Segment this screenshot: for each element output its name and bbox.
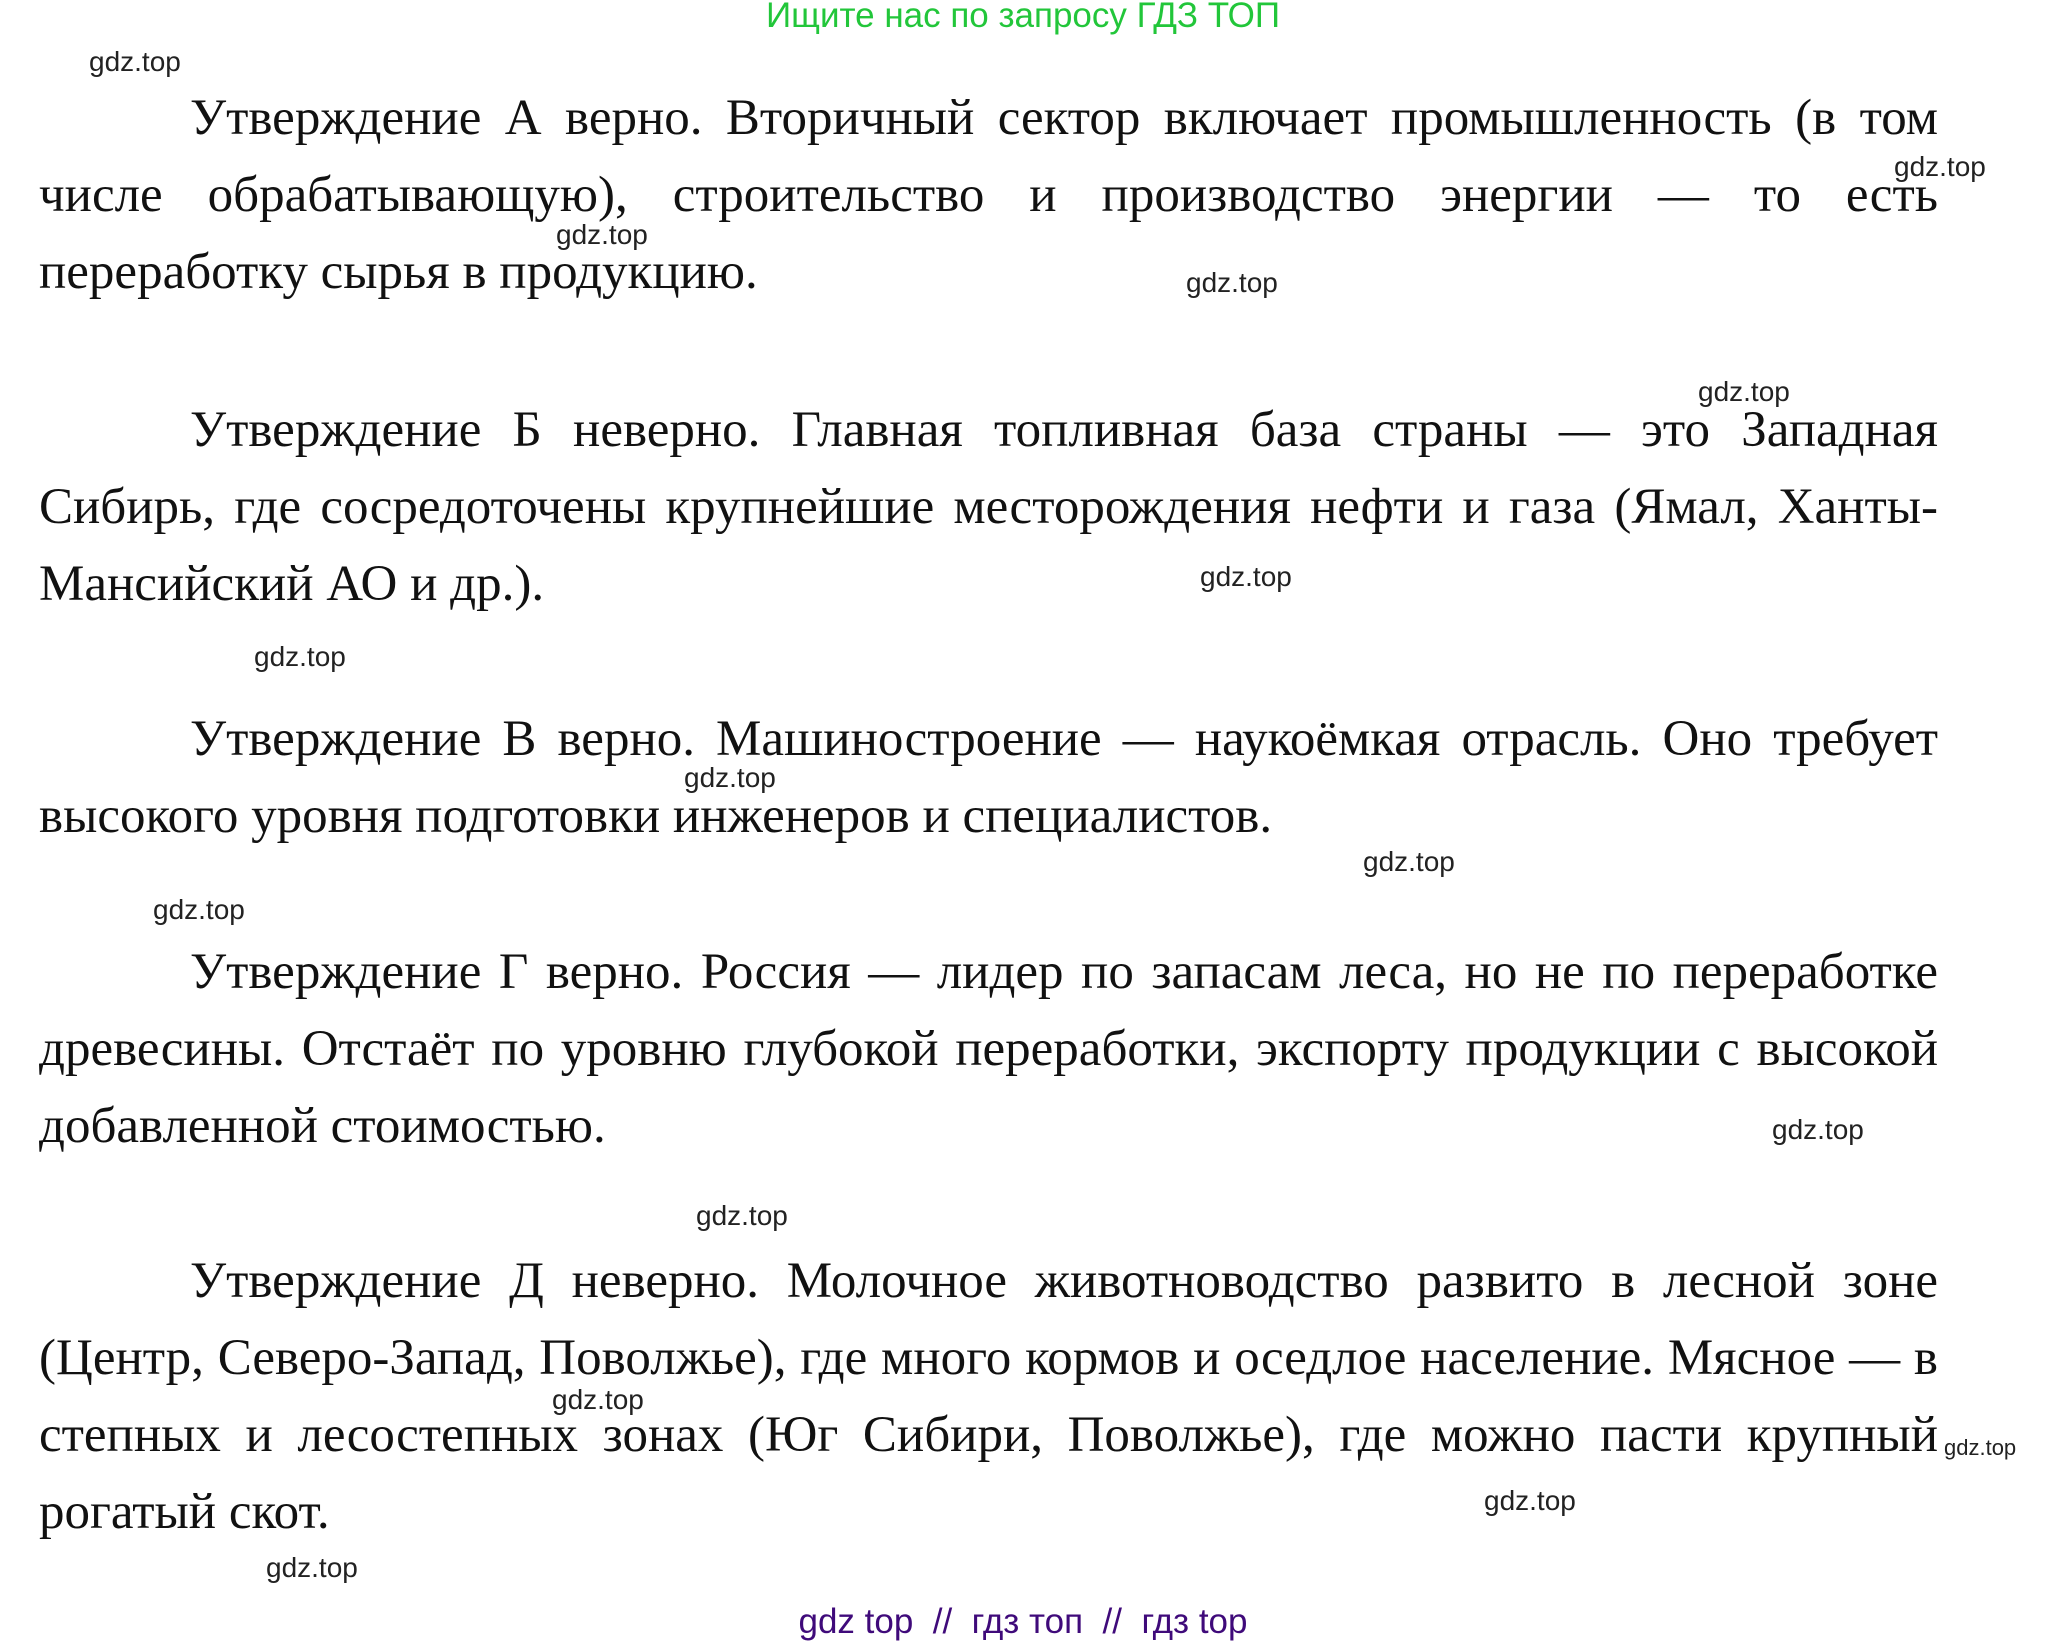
watermark: gdz.top	[1698, 376, 1790, 407]
watermark: gdz.top	[552, 1384, 644, 1415]
watermark: gdz.top	[1484, 1485, 1576, 1516]
paragraph-statement-a: Утверждение А верно. Вторичный сектор включает промышленность (в том числе обрабатывающую), строительство и производство энергии — то есть переработку сырья в продукцию.	[39, 90, 1938, 300]
watermark: gdz.top	[1363, 846, 1455, 877]
watermark: gdz.top	[1186, 267, 1278, 298]
watermark: gdz.top	[266, 1552, 358, 1583]
footer-branding: gdz top // гдз топ // гдз top	[798, 1602, 1248, 1641]
watermark: gdz.top	[89, 46, 181, 77]
watermark: gdz.top	[1894, 151, 1986, 182]
watermark: gdz.top	[254, 641, 346, 672]
paragraph-statement-b: Утверждение Б неверно. Главная топливная база страны — это Западная Сибирь, где сосредоточены крупнейшие месторождения нефти и газа (Ямал, Ханты-Мансийский АО и др.).	[39, 402, 1938, 612]
paragraph-statement-g: Утверждение Г верно. Россия — лидер по запасам леса, но не по переработке древесины. Отстаёт по уровню глубокой переработки, экспорту продукции с высокой добавленной стоимостью.	[39, 944, 1938, 1154]
watermark: gdz.top	[684, 762, 776, 793]
watermark: gdz.top	[1772, 1114, 1864, 1145]
watermark: gdz.top	[1944, 1435, 2017, 1460]
watermark: gdz.top	[556, 219, 648, 250]
paragraph-statement-d: Утверждение Д неверно. Молочное животноводство развито в лесной зоне (Центр, Северо-Запад, Поволжье), где много кормов и оседлое население. Мясное — в степных и лесостепных зонах (Юг Сибири, Поволжье), где можно пасти крупный рогатый скот.	[39, 1253, 1938, 1540]
search-promo-banner: Ищите нас по запросу ГДЗ ТОП	[766, 0, 1280, 35]
watermark: gdz.top	[696, 1200, 788, 1231]
paragraph-statement-v: Утверждение В верно. Машиностроение — наукоёмкая отрасль. Оно требует высокого уровня подготовки инженеров и специалистов.	[39, 711, 1938, 844]
watermark: gdz.top	[1200, 561, 1292, 592]
watermark: gdz.top	[153, 894, 245, 925]
